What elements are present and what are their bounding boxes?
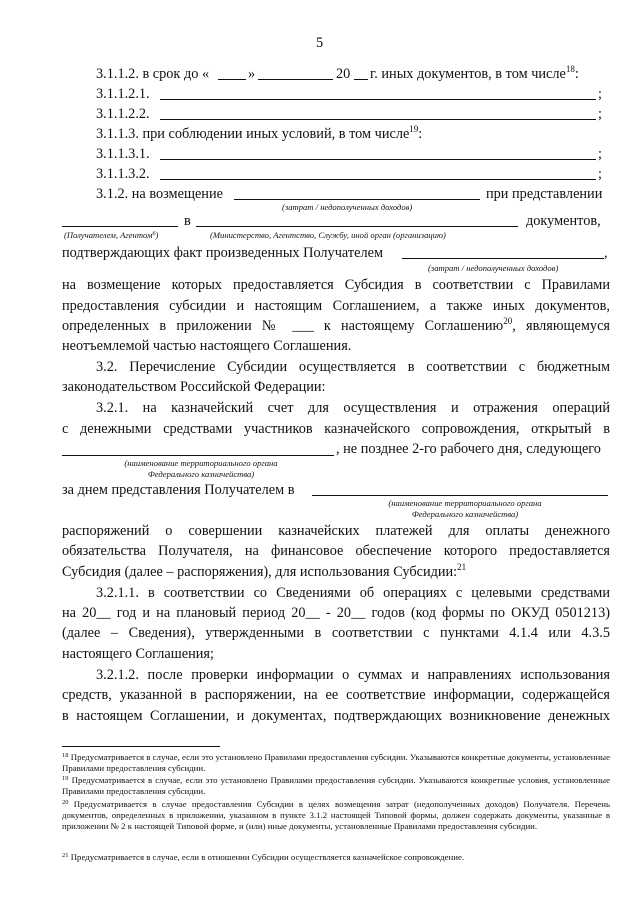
semicolon: ; bbox=[598, 106, 602, 122]
blank-line bbox=[62, 226, 178, 227]
caption-treasury-name: (наименование территориального органа bbox=[124, 458, 278, 468]
clause-3-2-1-1-line: (далее – Сведения), утвержденными в соответствии с пунктами 4.1.4 или 4.3.5 bbox=[62, 625, 610, 641]
clause-3-1-1-3-1: 3.1.1.3.1. bbox=[96, 146, 150, 162]
blank-line bbox=[62, 455, 334, 456]
clause-3-2-1-line: , не позднее 2-го рабочего дня, следующего bbox=[336, 441, 601, 457]
paragraph-line: обязательства Получателя, на финансовое обеспечение которого предоставляется bbox=[62, 543, 610, 559]
blank-line bbox=[196, 226, 518, 227]
blank-line bbox=[160, 99, 596, 100]
confirming-fact-line: подтверждающих факт произведенных Получателем bbox=[62, 245, 383, 261]
footnote-18: $^{18}$ Предусматривается в случае, если это установлено Правилами предоставления субсидии. Указываются конкретные документы, установленные Правилами предоставления субсидии. bbox=[62, 752, 610, 774]
paragraph-line: неотъемлемой частью настоящего Соглашения. bbox=[62, 338, 352, 354]
clause-3-2-line: 3.2. Перечисление Субсидии осуществляется в соответствии с бюджетным bbox=[96, 359, 610, 375]
clause-3-1-1-3: 3.1.1.3. при соблюдении иных условий, в том числе$^{19}$: bbox=[96, 124, 423, 142]
paragraph-line: определенных в приложении № ___ к настоящему Соглашению$^{20}$, являющемуся bbox=[62, 316, 610, 334]
clause-3-1-1-2-2: 3.1.1.2.2. bbox=[96, 106, 150, 122]
paragraph-line: Субсидия (далее – распоряжения), для использования Субсидии:$^{21}$ bbox=[62, 562, 467, 580]
semicolon: ; bbox=[598, 146, 602, 162]
clause-3-2-1-2-line: в настоящем Соглашении, и документах, подтверждающих возникновение денежных bbox=[62, 708, 610, 724]
blank-line bbox=[160, 179, 596, 180]
footnote-separator bbox=[62, 746, 220, 747]
clause-3-2-1-1-line: на 20__ год и на плановый период 20__ - 20__ годов (код формы по ОКУД 0501213) bbox=[62, 605, 610, 621]
quote-close: » bbox=[248, 66, 256, 82]
blank-line bbox=[312, 495, 608, 496]
blank-line bbox=[258, 79, 333, 80]
clause-3-1-1-2-suffix: г. иных документов, в том числе$^{18}$: bbox=[370, 64, 579, 82]
clause-3-2-1-line: за днем представления Получателем в bbox=[62, 482, 295, 498]
caption-treasury-name-3: (наименование территориального органа bbox=[388, 498, 542, 508]
clause-3-1-1-3-2: 3.1.1.3.2. bbox=[96, 166, 150, 182]
clause-3-1-2-suffix: при представлении bbox=[486, 186, 603, 202]
clause-3-1-2-prefix: 3.1.2. на возмещение bbox=[96, 186, 223, 202]
semicolon: ; bbox=[598, 166, 602, 182]
clause-3-2-1-2-line: средств, указанной в распоряжении, на ее соответствие информации, содержащейся bbox=[62, 687, 610, 703]
clause-3-2-1-1-line: настоящего Соглашения; bbox=[62, 646, 214, 662]
caption-treasury-name-2: Федерального казначейства) bbox=[147, 469, 255, 479]
caption-expenses: (затрат / недополученных доходов) bbox=[282, 202, 413, 212]
blank-line bbox=[160, 159, 596, 160]
clause-3-2-1-line: 3.2.1. на казначейский счет для осуществления и отражения операций bbox=[96, 400, 610, 416]
semicolon: ; bbox=[598, 86, 602, 102]
paragraph-line: предоставления субсидии и настоящим Соглашением, а также иных документов, bbox=[62, 298, 610, 314]
documents-label: документов, bbox=[526, 213, 601, 229]
caption-ministry: (Министерство, Агентство, Службу, иной орган (организацию) bbox=[210, 230, 446, 240]
clause-3-1-1-2-prefix: 3.1.1.2. в срок до « bbox=[96, 66, 210, 82]
blank-line bbox=[160, 119, 596, 120]
comma: , bbox=[604, 245, 608, 261]
blank-line bbox=[218, 79, 246, 80]
clause-3-1-1-2-1: 3.1.1.2.1. bbox=[96, 86, 150, 102]
year-label: 20 bbox=[336, 66, 351, 82]
caption-recipient: (Получателем, Агентом$^6$) bbox=[64, 230, 159, 240]
paragraph-line: распоряжений о совершении казначейских платежей для оплаты денежного bbox=[62, 523, 610, 539]
clause-3-2-line: законодательством Российской Федерации: bbox=[62, 379, 326, 395]
footnote-21: $^{21}$ Предусматривается в случае, если в отношении Субсидии осуществляется казначейское сопровождение. bbox=[62, 852, 465, 862]
paragraph-line: на возмещение которых предоставляется Субсидия в соответствии с Правилами bbox=[62, 277, 610, 293]
preposition-v: в bbox=[184, 213, 191, 229]
blank-line bbox=[234, 199, 480, 200]
page-number: 5 bbox=[316, 35, 324, 51]
caption-expenses-2: (затрат / недополученных доходов) bbox=[428, 263, 559, 273]
blank-line bbox=[354, 79, 368, 80]
footnote-20: $^{20}$ Предусматривается в случае предоставления Субсидии в целях возмещения затрат (недополученных доходов) Получателя. Перечень документов, определенных в приложении, указанном в пункте 3.1.2 настоящей Типовой формы, должен содержать документы, указанные в приложении № 2 к настоящей Типовой форме, и (или) иные документы, установленные Правилами предоставления субсидии. bbox=[62, 799, 610, 832]
clause-3-2-1-2-line: 3.2.1.2. после проверки информации о суммах и направлениях использования bbox=[96, 667, 610, 683]
clause-3-2-1-line: с денежными средствами участников казначейского сопровождения, открытый в bbox=[62, 421, 610, 437]
caption-treasury-name-4: Федерального казначейства) bbox=[411, 509, 519, 519]
blank-line bbox=[402, 258, 604, 259]
clause-3-2-1-1-line: 3.2.1.1. в соответствии со Сведениями об операциях с целевыми средствами bbox=[96, 585, 610, 601]
footnote-19: $^{19}$ Предусматривается в случае, если это установлено Правилами предоставления субсидии. Указываются конкретные условия, установленные Правилами предоставления субсидии. bbox=[62, 775, 610, 797]
